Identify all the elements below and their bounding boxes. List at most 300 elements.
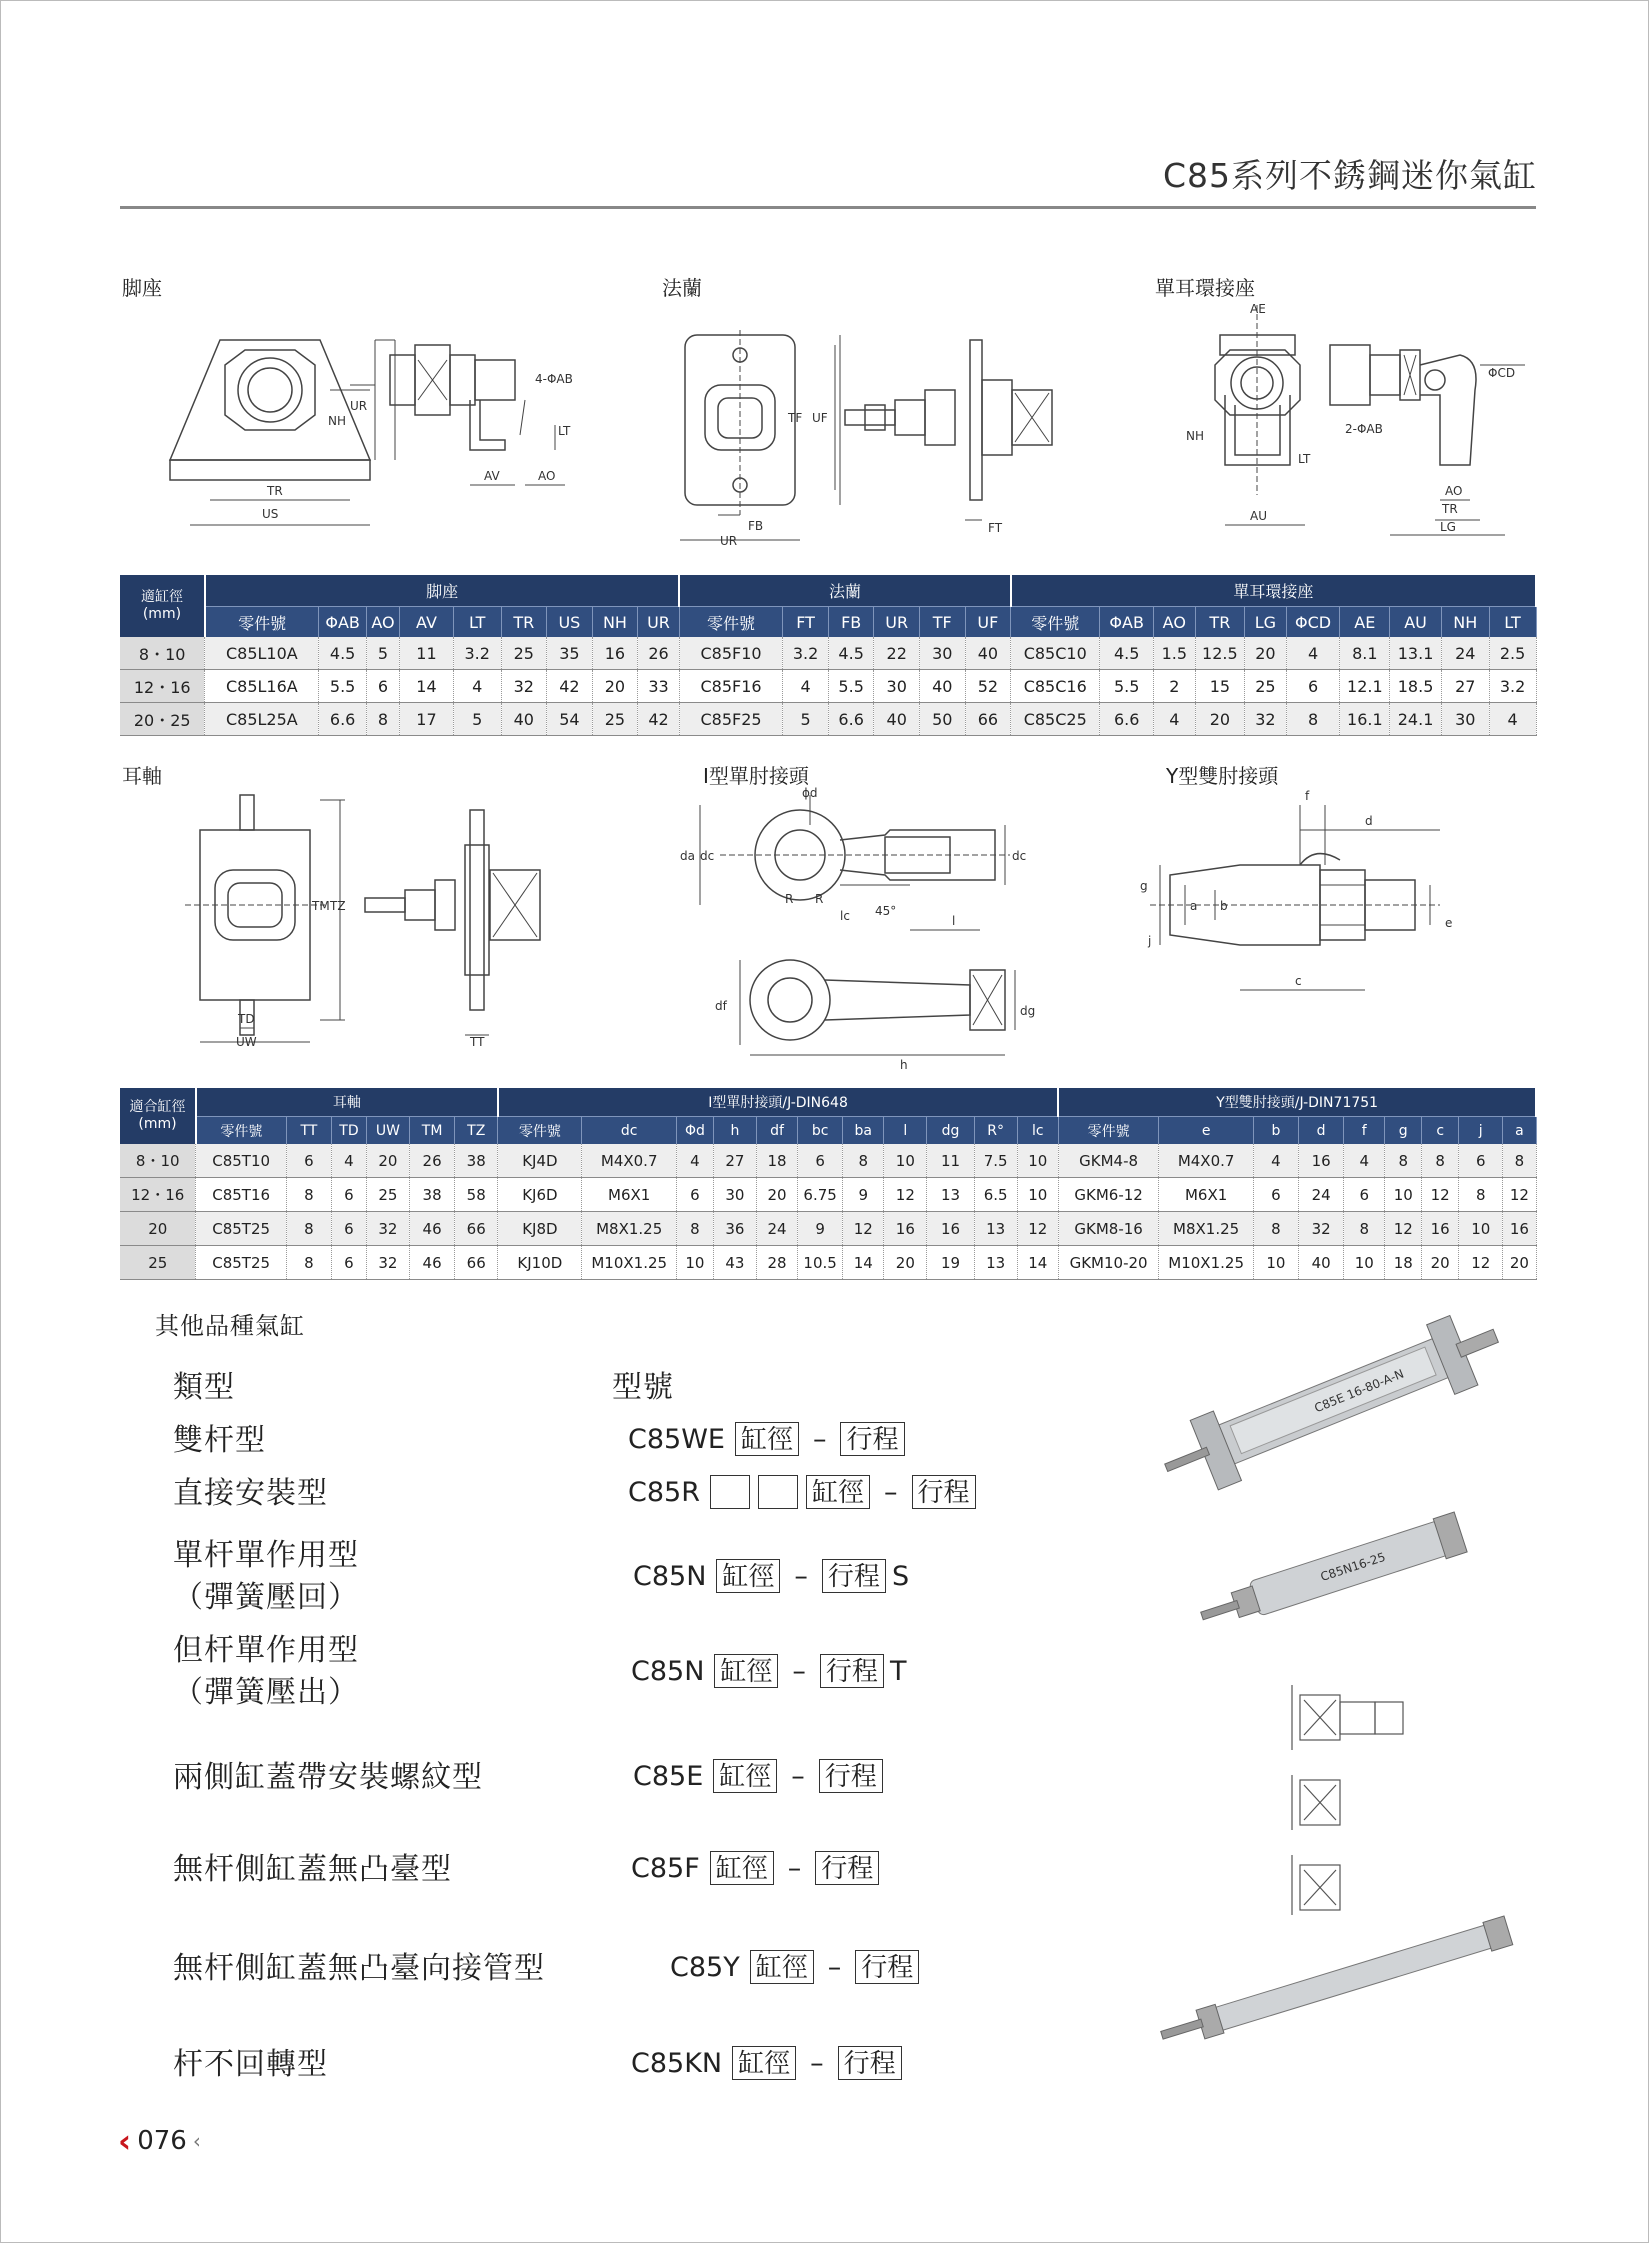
table-cell: 35 (547, 637, 593, 670)
trunnion-dim-uw: UW (236, 1035, 257, 1049)
table-row (120, 1178, 1536, 1212)
blank-box (758, 1475, 798, 1509)
page-number-text: 076 (137, 2126, 187, 2156)
type-name (173, 1757, 483, 1799)
table-cell: 40 (1299, 1246, 1344, 1280)
trunnion-dim-tz: TZ (330, 899, 346, 913)
trunnion-drawing (180, 790, 610, 1050)
table-cell: 20 (366, 1144, 409, 1178)
table-cell: 30 (874, 670, 920, 703)
ear-dim-tr: TR (1442, 502, 1458, 516)
table1-col-header: 零件號 (679, 607, 783, 638)
table-cell: 8 (366, 703, 399, 736)
bore-box: 缸徑 (713, 1759, 777, 1793)
table-cell: 10 (1385, 1178, 1422, 1212)
stroke-box: 行程 (815, 1851, 879, 1885)
table1-group-flange: 法蘭 (679, 575, 1010, 607)
table-cell: 66 (965, 703, 1011, 736)
bore-box: 缸徑 (732, 2046, 796, 2080)
table-cell: KJ6D (498, 1178, 582, 1212)
model-prefix: C85WE (628, 1423, 725, 1455)
table-cell: 18.5 (1390, 670, 1442, 703)
table-cell: KJ8D (498, 1212, 582, 1246)
ijoint-dim-l: l (952, 914, 956, 928)
bore-box: 缸徑 (714, 1654, 778, 1688)
bore-cell: 12・16 (120, 1178, 196, 1212)
table2-col-header: a (1503, 1117, 1536, 1145)
table-cell: 12 (1017, 1212, 1058, 1246)
table2-col-header: dg (927, 1117, 974, 1145)
table-cell: 14 (843, 1246, 884, 1280)
table-cell: 9 (843, 1178, 884, 1212)
table-cell: 50 (920, 703, 966, 736)
table2-col-header: d (1299, 1117, 1344, 1145)
table-cell: 16 (927, 1212, 974, 1246)
table-cell: 43 (713, 1246, 756, 1280)
table-cell: C85C25 (1011, 703, 1100, 736)
table-cell: 20 (756, 1178, 797, 1212)
cylinder-photo-3 (1150, 1915, 1530, 2055)
table-cell: 18 (1385, 1246, 1422, 1280)
table1-col-header: AO (1154, 607, 1195, 638)
table2-bore-header: 適合缸徑 (mm) (120, 1088, 196, 1144)
ear-dim-cd: ΦCD (1488, 366, 1516, 380)
i-joint-drawing (680, 785, 1050, 1075)
ear-dim-au: AU (1250, 509, 1267, 523)
table-cell: 38 (455, 1144, 498, 1178)
type-name (173, 1948, 545, 1990)
table-cell: 4 (1489, 703, 1536, 736)
table-cell: 40 (501, 703, 547, 736)
model-prefix: C85R (628, 1476, 700, 1508)
table1-col-header: NH (592, 607, 638, 638)
table2-col-header: g (1385, 1117, 1422, 1145)
dash: – (787, 1852, 802, 1884)
table-cell: 10 (676, 1246, 713, 1280)
foot-dim-av: AV (484, 469, 500, 483)
table-cell: 32 (1299, 1212, 1344, 1246)
table-cell: 10 (1344, 1246, 1385, 1280)
table-cell: 4 (1253, 1144, 1298, 1178)
table-cell: 20 (1422, 1246, 1459, 1280)
bore-box: 缸徑 (716, 1559, 780, 1593)
flange-label: 法蘭 (662, 276, 702, 300)
model-code (633, 1759, 883, 1793)
table-cell: 10 (884, 1144, 927, 1178)
type-name-line: 兩側缸蓋帶安裝螺紋型 (173, 1760, 483, 1795)
model-code (631, 2046, 902, 2080)
table-cell: 25 (501, 637, 547, 670)
table1-group-foot: 脚座 (205, 575, 679, 607)
dash: – (884, 1476, 898, 1508)
bore-box: 缸徑 (735, 1422, 799, 1456)
table-cell: M8X1.25 (1159, 1212, 1253, 1246)
table-cell: C85T25 (196, 1246, 286, 1280)
table2-col-header: bc (798, 1117, 843, 1145)
table-cell: M4X0.7 (1159, 1144, 1253, 1178)
stroke-box: 行程 (912, 1475, 976, 1509)
table-cell: 12 (843, 1212, 884, 1246)
flange-drawing (670, 320, 1090, 550)
table-cell: 4 (1286, 637, 1340, 670)
table-cell: 38 (410, 1178, 455, 1212)
table-cell: 20 (592, 670, 638, 703)
table-cell: 32 (501, 670, 547, 703)
foot-dim-ao: AO (538, 469, 556, 483)
stroke-box: 行程 (838, 2046, 902, 2080)
table2-group-trunnion: 耳軸 (196, 1088, 498, 1117)
table-cell: 20 (1245, 637, 1286, 670)
table2-col-header: df (756, 1117, 797, 1145)
table-cell: 6 (1286, 670, 1340, 703)
table-cell: 25 (592, 703, 638, 736)
table2-col-header: l (884, 1117, 927, 1145)
table-cell: 4.5 (1100, 637, 1154, 670)
table-cell: 20 (1503, 1246, 1536, 1280)
table-cell: 66 (455, 1212, 498, 1246)
table-row (120, 703, 1536, 736)
table-cell: 24.1 (1390, 703, 1442, 736)
model-code (670, 1950, 919, 1984)
table-cell: 58 (455, 1178, 498, 1212)
table1-group-ear: 單耳環接座 (1011, 575, 1536, 607)
table-cell: 25 (1245, 670, 1286, 703)
table2-col-header: 零件號 (1058, 1117, 1159, 1145)
table-cell: C85T16 (196, 1178, 286, 1212)
yjoint-dim-d: d (1365, 814, 1373, 828)
ear-dim-ae: AE (1250, 302, 1266, 316)
table-cell: 10 (1459, 1212, 1503, 1246)
flange-dim-fb: FB (748, 519, 764, 533)
table-cell: 28 (756, 1246, 797, 1280)
table-cell: 3.2 (1489, 670, 1536, 703)
ijoint-dim-phid: ϕd (802, 786, 818, 800)
bore-cell: 8・10 (120, 637, 205, 670)
foot-dim-us: US (262, 507, 279, 521)
table-cell: 8 (1253, 1212, 1298, 1246)
table-cell: 14 (400, 670, 454, 703)
joint-spec-table (120, 1088, 1537, 1280)
ijoint-dim-df: df (715, 999, 727, 1013)
page-number (118, 2122, 201, 2160)
table-cell: C85T10 (196, 1144, 286, 1178)
table-cell: M6X1 (582, 1178, 676, 1212)
table-cell: 16 (1422, 1212, 1459, 1246)
table-cell: GKM10-20 (1058, 1246, 1159, 1280)
bore-cell: 20 (120, 1212, 196, 1246)
table-cell: 32 (1245, 703, 1286, 736)
table-cell: 5.5 (1100, 670, 1154, 703)
dash: – (810, 2047, 824, 2079)
table-cell: 20 (1195, 703, 1245, 736)
table-cell: 8 (286, 1246, 331, 1280)
table2-col-header: h (713, 1117, 756, 1145)
yjoint-dim-g: g (1140, 879, 1148, 893)
other-types-title: 其他品種氣缸 (155, 1312, 305, 1340)
type-name-line: 單杆單作用型 (173, 1538, 359, 1573)
table-cell: 4.5 (828, 637, 874, 670)
type-name-line: 雙杆型 (173, 1423, 266, 1458)
table-cell: M10X1.25 (1159, 1246, 1253, 1280)
table1-col-header: 零件號 (1011, 607, 1100, 638)
table-cell: 6 (676, 1178, 713, 1212)
table-cell: 5.5 (828, 670, 874, 703)
table1-col-header: TR (1195, 607, 1245, 638)
type-name-line: 無杆側缸蓋無凸臺向接管型 (173, 1951, 545, 1986)
table-cell: 9 (798, 1212, 843, 1246)
table-cell: 54 (547, 703, 593, 736)
y-joint-label: Y型雙肘接頭 (1166, 764, 1279, 788)
table-cell: 22 (874, 637, 920, 670)
bore-cell: 25 (120, 1246, 196, 1280)
ijoint-dim-r2: R (815, 892, 824, 906)
table-cell: 8 (1286, 703, 1340, 736)
table-cell: 2.5 (1489, 637, 1536, 670)
stroke-box: 行程 (840, 1422, 904, 1456)
dash: – (792, 1655, 806, 1687)
foot-label: 脚座 (122, 276, 162, 300)
ear-dim-ao: AO (1445, 484, 1463, 498)
table-cell: 1.5 (1154, 637, 1195, 670)
table2-col-header: 零件號 (196, 1117, 286, 1145)
table-cell: 40 (874, 703, 920, 736)
table1-col-header: ΦAB (319, 607, 367, 638)
table-cell: M4X0.7 (582, 1144, 676, 1178)
type-name (173, 1473, 328, 1515)
dash: – (791, 1760, 805, 1792)
table1-col-header: 零件號 (205, 607, 319, 638)
table2-col-header: f (1344, 1117, 1385, 1145)
table1-col-header: ΦCD (1286, 607, 1340, 638)
table-cell: 5 (453, 703, 501, 736)
cylinder-photo-1 (1150, 1310, 1520, 1500)
table-cell: 42 (547, 670, 593, 703)
model-code (633, 1559, 909, 1593)
table-cell: 12 (1503, 1178, 1536, 1212)
table1-col-header: UR (874, 607, 920, 638)
table-cell: 6.5 (974, 1178, 1017, 1212)
table-cell: 17 (400, 703, 454, 736)
stroke-box: 行程 (822, 1559, 886, 1593)
table-cell: 52 (965, 670, 1011, 703)
table-cell: 26 (410, 1144, 455, 1178)
table-cell: 46 (410, 1212, 455, 1246)
table1-col-header: LT (1489, 607, 1536, 638)
table-cell: 25 (366, 1178, 409, 1212)
table2-col-header: 零件號 (498, 1117, 582, 1145)
type-name (173, 2044, 328, 2086)
type-name-line: 但杆單作用型 (173, 1633, 359, 1668)
table-cell: 6.6 (319, 703, 367, 736)
table2-group-y-joint: Y型雙肘接頭/J-DIN71751 (1058, 1088, 1536, 1117)
table-cell: 40 (920, 670, 966, 703)
table-cell: M10X1.25 (582, 1246, 676, 1280)
table-cell: 30 (920, 637, 966, 670)
type-name-note: （彈簧壓出） (173, 1675, 359, 1710)
trunnion-dim-tt: TT (470, 1035, 485, 1049)
title-rule (120, 206, 1536, 209)
table-cell: 5 (783, 703, 829, 736)
i-joint-label: I型單肘接頭 (703, 764, 809, 788)
yjoint-dim-c: c (1295, 974, 1302, 988)
table2-col-header: dc (582, 1117, 676, 1145)
table-cell: 6 (331, 1178, 366, 1212)
table-cell: 12 (1385, 1212, 1422, 1246)
table1-col-header: ΦAB (1100, 607, 1154, 638)
model-header: 型號 (612, 1370, 674, 1405)
table-cell: 6 (1344, 1178, 1385, 1212)
table1-col-header: FB (828, 607, 874, 638)
ear-dim-ab: 2-ΦAB (1345, 422, 1383, 436)
model-prefix: C85N (633, 1560, 707, 1592)
table-cell: C85L25A (205, 703, 319, 736)
cylinder-photo-2 (1190, 1505, 1510, 1635)
table-cell: 24 (1299, 1178, 1344, 1212)
model-prefix: C85KN (631, 2047, 723, 2079)
table-cell: 13 (974, 1246, 1017, 1280)
table-cell: GKM8-16 (1058, 1212, 1159, 1246)
table-cell: 12 (1459, 1246, 1503, 1280)
page-title: C85系列不銹鋼迷你氣缸 (1162, 156, 1537, 195)
table-cell: 6 (798, 1144, 843, 1178)
table-cell: 33 (638, 670, 680, 703)
table-cell: 3.2 (453, 637, 501, 670)
table-cell: M6X1 (1159, 1178, 1253, 1212)
table-cell: 16 (1299, 1144, 1344, 1178)
yjoint-dim-j: j (1148, 934, 1152, 948)
table-cell: 6.75 (798, 1178, 843, 1212)
table-cell: 10 (1253, 1246, 1298, 1280)
table-cell: 15 (1195, 670, 1245, 703)
table-cell: 6 (331, 1246, 366, 1280)
table-cell: 4.5 (319, 637, 367, 670)
yjoint-dim-a: a (1190, 899, 1198, 913)
table1-col-header: UR (638, 607, 680, 638)
table-cell: 12.1 (1340, 670, 1390, 703)
type-name (173, 1535, 359, 1619)
table-cell: 42 (638, 703, 680, 736)
ijoint-dim-da: da (680, 849, 695, 863)
table-cell: 14 (1017, 1246, 1058, 1280)
table2-col-header: b (1253, 1117, 1298, 1145)
table-cell: 12 (884, 1178, 927, 1212)
table-cell: GKM6-12 (1058, 1178, 1159, 1212)
type-name-line: 無杆側缸蓋無凸臺型 (173, 1852, 452, 1887)
ijoint-dim-angle: 45° (875, 904, 897, 918)
ijoint-dim-dc2: dc (1012, 849, 1027, 863)
table-cell: C85L16A (205, 670, 319, 703)
yjoint-dim-f: f (1305, 789, 1310, 803)
table-cell: 8 (1385, 1144, 1422, 1178)
table-cell: 11 (400, 637, 454, 670)
table-cell: 6.6 (828, 703, 874, 736)
table-cell: 27 (713, 1144, 756, 1178)
foot-dim-nh: NH (328, 414, 346, 428)
table-cell: 8 (1459, 1178, 1503, 1212)
table-cell: 13 (927, 1178, 974, 1212)
model-code (628, 1422, 905, 1456)
photo-1-label: C85E 16-80-A-N (1312, 1366, 1406, 1416)
trunnion-label: 耳軸 (122, 764, 162, 788)
ijoint-dim-lc: lc (840, 909, 850, 923)
table1-col-header: LG (1245, 607, 1286, 638)
table-cell: 46 (410, 1246, 455, 1280)
table-cell: 6.6 (1100, 703, 1154, 736)
table2-col-header: TT (286, 1117, 331, 1145)
table-cell: 26 (638, 637, 680, 670)
photo-2-label: C85N16-25 (1318, 1549, 1388, 1585)
table2-col-header: ba (843, 1117, 884, 1145)
flange-dim-tf: TF (788, 411, 803, 425)
table-cell: 19 (927, 1246, 974, 1280)
ijoint-dim-dc: dc (700, 849, 715, 863)
bore-box: 缸徑 (710, 1851, 774, 1885)
table-cell: 8 (286, 1212, 331, 1246)
table1-col-header: NH (1441, 607, 1489, 638)
table-cell: 10 (1017, 1144, 1058, 1178)
table-cell: 6 (286, 1144, 331, 1178)
table-row (120, 1246, 1536, 1280)
yjoint-dim-e: e (1445, 916, 1453, 930)
table1-col-header: AO (366, 607, 399, 638)
model-code (628, 1475, 976, 1509)
type-name-line: 杆不回轉型 (173, 2047, 328, 2082)
type-name-line: 直接安裝型 (173, 1476, 328, 1511)
table-cell: 5 (366, 637, 399, 670)
table-cell: C85L10A (205, 637, 319, 670)
table1-bore-header: 適缸徑 (mm) (120, 575, 205, 637)
type-header: 類型 (173, 1370, 235, 1405)
table-cell: 6 (331, 1212, 366, 1246)
table-cell: 18 (756, 1144, 797, 1178)
table1-col-header: US (547, 607, 593, 638)
ear-dim-lg: LG (1440, 520, 1456, 534)
table2-col-header: lc (1017, 1117, 1058, 1145)
y-joint-drawing (1140, 785, 1520, 1015)
stroke-box: 行程 (819, 1759, 883, 1793)
table1-col-header: AE (1340, 607, 1390, 638)
table1-col-header: TR (501, 607, 547, 638)
table-cell: 13 (974, 1212, 1017, 1246)
next-arrow-icon: ‹ (192, 2129, 201, 2153)
trunnion-dim-td: TD (238, 1012, 255, 1026)
single-ear-label: 單耳環接座 (1155, 276, 1255, 300)
table-cell: 7.5 (974, 1144, 1017, 1178)
table2-col-header: j (1459, 1117, 1503, 1145)
type-name (173, 1630, 359, 1714)
table-cell: 8 (1344, 1212, 1385, 1246)
table-cell: C85C16 (1011, 670, 1100, 703)
table-cell: 30 (713, 1178, 756, 1212)
ijoint-dim-h: h (900, 1058, 908, 1072)
model-prefix: C85N (631, 1655, 705, 1687)
table-cell: 12 (1422, 1178, 1459, 1212)
bore-cell: 8・10 (120, 1144, 196, 1178)
table-cell: C85T25 (196, 1212, 286, 1246)
table-cell: 6 (1459, 1144, 1503, 1178)
table2-group-i-joint: I型單肘接頭/J-DIN648 (498, 1088, 1059, 1117)
foot-dim-tr: TR (267, 484, 283, 498)
table1-col-header: UF (965, 607, 1011, 638)
table-cell: 8 (1503, 1144, 1536, 1178)
table-cell: 30 (1441, 703, 1489, 736)
model-prefix: C85E (633, 1760, 704, 1792)
table2-col-header: TM (410, 1117, 455, 1145)
table1-col-header: AV (400, 607, 454, 638)
flange-dim-ur: UR (720, 534, 738, 548)
foot-dim-ur: UR (350, 399, 368, 413)
yjoint-dim-b: b (1220, 899, 1228, 913)
